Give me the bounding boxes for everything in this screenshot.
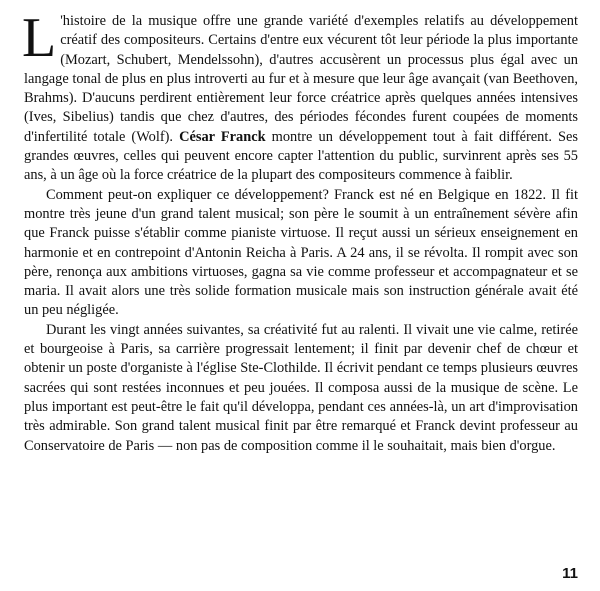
paragraph-2: Comment peut-on expliquer ce développement? Franck est né en Belgique en 1822. Il fit montre très jeune d'un grand talent musical; son père le soumit à un entraînement sévère afin que Franck puisse s'établir comme pianiste virtuose. Il reçut aussi un sérieux enseignement en harmonie et en contrepoint d'Antonin Reicha à Paris. A 24 ans, il se révolta. Il rompit avec son père, renonça aux ambitions virtuoses, gagna sa vie comme professeur et accompagnateur et se maria. Il avait alors une très solide formation musicale mais son instruction générale avait été un peu négligée. xyxy=(24,186,578,319)
page-number: 11 xyxy=(562,565,578,582)
paragraph-3: Durant les vingt années suivantes, sa créativité fut au ralenti. Il vivait une vie calme, retirée et bourgeoise à Paris, sa carrière progressait lentement; il finit par devenir chef de chœur et obtenir un poste d'organiste à l'église Ste-Clothilde. Il écrivit pendant ce temps plusieurs œuvres sacrées qui sont restées inconnues et peu jouées. Il composa aussi de la musique de scène. Le plus important est peut-être le fait qu'il développa, pendant ces années-là, un art d'improvisation très admirable. Son grand talent musical finit par être remarqué et Franck devint professeur au Conservatoire de Paris — non pas de composition comme il le souhaitait, mais bien d'orgue. xyxy=(24,321,578,454)
paragraph-1 xyxy=(22,7,578,186)
paragraph-1-text-end: montre un développement tout à fait différent. Ses grandes œuvres, celles qui peuvent encore capter l'attention du public, survinrent après ses 55 ans, à un âge où la force créatrice de la plupart des compositeurs commence à faiblir. xyxy=(24,128,578,184)
paragraph-1-text-start: 'histoire de la musique offre une grande variété d'exemples relatifs au développement créatif des compositeurs. Certains d'entre eux vécurent tôt leur période la plus importante (Mozart, Schubert, Mendelssohn), d'autres accusèrent un processus plus égal avec un langage tonal de plus en plus introverti au fur et à mesure que leur âge avançait (van Beethoven, Brahms). D'aucuns perdirent entièrement leur force créatrice après quelques années intensives (Ives, Sibelius) tandis que chez d'autres, des périodes fécondes furent coupées de moments d'infertilité totale (Wolf). xyxy=(24,13,578,145)
composer-name: César Franck xyxy=(179,128,266,145)
article-body xyxy=(22,7,578,456)
drop-cap: L xyxy=(22,7,57,69)
